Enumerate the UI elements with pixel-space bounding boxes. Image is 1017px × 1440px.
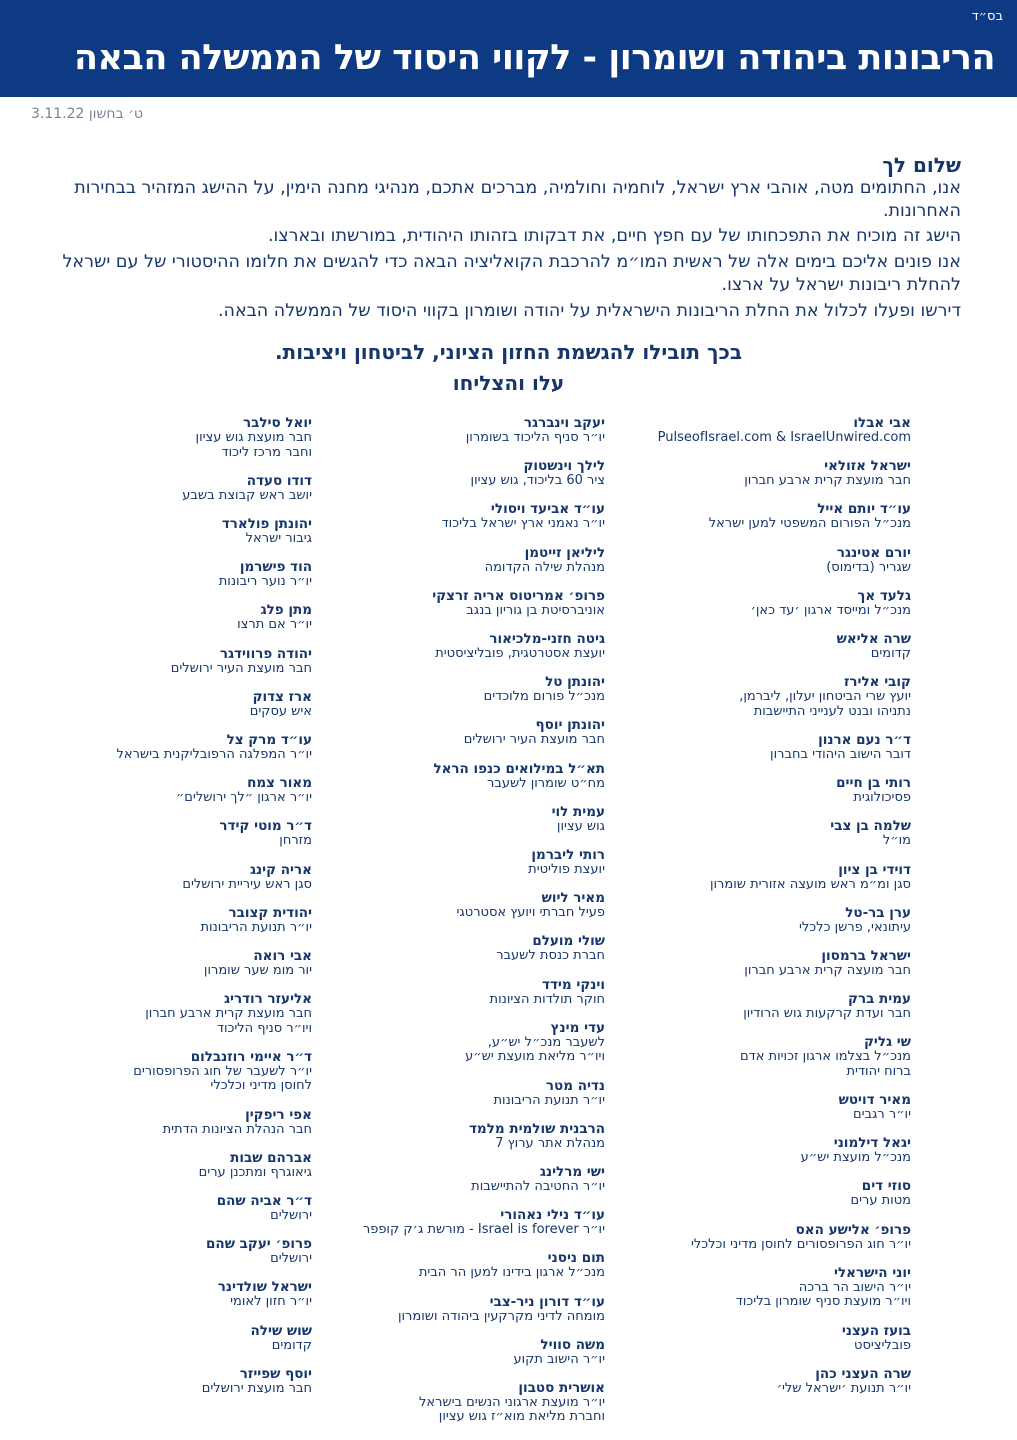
signatory-role: לחוסן מדיני וכלכלי <box>210 1078 312 1094</box>
paragraph-2: הישג זה מוכיח את התפכחותו של עם חפץ חיים, את דבקותו בזהותו היהודית, במורשתו ובארצו. <box>267 226 961 247</box>
signatory-name: ליליאן זייטמן <box>524 544 605 561</box>
signatory-name: שי גליק <box>863 1034 911 1051</box>
signatory-role: יו״ר תנועת הריבונות <box>493 1092 605 1108</box>
signatory-role: לשעבר מנכ״ל יש״ע, <box>487 1034 605 1050</box>
signatory <box>471 1165 605 1195</box>
signatory <box>464 718 605 748</box>
signatory <box>842 1324 911 1354</box>
page-header <box>0 0 1017 97</box>
signatory-role: יו״ר מועצת ארגוני הנשים בישראל <box>419 1394 605 1410</box>
signatory-role: מזרחן <box>279 833 312 849</box>
signatory-role: מנהלת אתר ערוץ 7 <box>495 1135 605 1151</box>
signatory-role: יו״ר סניף הליכוד בשומרון <box>465 430 605 445</box>
signatory <box>432 589 605 619</box>
signatory-name: יהודה פרווידגר <box>219 645 312 662</box>
closing-line: עלו והצליחו <box>452 371 565 395</box>
signatory <box>710 863 911 893</box>
signatory-name: אפי ריפקין <box>245 1106 312 1123</box>
signatory <box>145 992 312 1036</box>
signatory <box>740 1035 911 1079</box>
signatory-name: עו״ד מרק צל <box>226 731 312 748</box>
signatory <box>485 546 605 576</box>
signatory <box>163 1108 312 1138</box>
signatory <box>171 647 312 677</box>
signatory-name: יואל סילבר <box>243 415 312 431</box>
signatory <box>471 459 605 489</box>
signatory-name: יורם אטינגר <box>836 544 911 561</box>
signatory-role: חבר ועדת קרקעות גוש הרודיון <box>743 1006 911 1022</box>
signatory <box>709 502 911 532</box>
signatory-role: מח״ט שומרון לשעבר <box>487 775 605 791</box>
signatory-role: מנכ״ל מועצת יש״ע <box>800 1150 911 1166</box>
signatory-role: גיבור ישראל <box>245 530 312 546</box>
signatory-name: מאיר ליוש <box>541 890 605 907</box>
signatory-role: מומחה לדיני מקרקעין ביהודה ושומרון <box>397 1308 605 1324</box>
signatory-role: פסיכולוגית <box>853 790 911 806</box>
signatory <box>469 1122 605 1152</box>
signatory-name: נדיה מטר <box>545 1077 605 1094</box>
signatory <box>658 416 911 446</box>
signatory-role: מנכ״ל ומייסד ארגון ׳עד כאן׳ <box>750 602 911 618</box>
signatory <box>442 502 605 532</box>
signatory-role: ויו״ר מועצת סניף שומרון בליכוד <box>735 1294 911 1310</box>
signatory-role: ירושלים <box>270 1207 312 1223</box>
signatory <box>206 1237 312 1267</box>
signatory-name: פרופ׳ אלישע האס <box>795 1221 911 1238</box>
signatory-role: מטות ערים <box>850 1193 911 1209</box>
signatory <box>435 632 605 662</box>
signatory <box>739 675 911 719</box>
signatory-name: אבי רואה <box>253 947 312 964</box>
signatory-name: עו״ד יותם אייל <box>817 501 911 518</box>
letter-greeting: שלום לך <box>882 153 961 177</box>
signatory-role: יו״ר חזון לאומי <box>230 1294 312 1310</box>
signatory-name: מתן פלג <box>260 602 312 619</box>
signatory-role: יו״ר החטיבה להתיישבות <box>471 1178 605 1194</box>
signatory-name: וינקי מידד <box>542 976 605 993</box>
signatory-name: דודו סעדה <box>246 472 312 489</box>
signatory-role: וחברת מליאת מוא״ז גוש עציון <box>438 1409 605 1425</box>
signatory-role: יו״ר רגבים <box>852 1107 911 1122</box>
signatory <box>219 560 312 590</box>
signatory-role: מנהלת שילה הקדומה <box>484 559 605 575</box>
letter-date: ט׳ בחשון 3.11.22 <box>30 106 143 122</box>
signatory <box>457 891 605 921</box>
signatory-name: שרה אליאש <box>836 631 911 647</box>
signatory-name: ד״ר נעם ארנון <box>818 731 911 748</box>
signatory <box>182 474 312 504</box>
signatory <box>801 1136 911 1166</box>
signatory-name: יוני הישראלי <box>834 1264 911 1281</box>
signatory-name: עו״ד אביעד ויסולי <box>490 501 605 518</box>
signatory-role: יועצת אסטרטגית, פובליציסטית <box>435 646 605 661</box>
signatory-role: ויו״ר סניף הליכוד <box>216 1020 312 1036</box>
signatory-name: עו״ד דורון ניר-צבי <box>489 1293 605 1310</box>
signatory-role: גוש עציון <box>556 818 605 834</box>
signatory <box>176 776 312 806</box>
signatory-role: יו״ר חוג הפרופסורים לחוסן מדיני וכלכלי <box>690 1236 911 1252</box>
signatory-role: יו״ר הישוב הר ברכה <box>798 1279 911 1295</box>
signatory-role: סגן ראש עיריית ירושלים <box>182 876 312 892</box>
signatory-role: ירושלים <box>270 1251 312 1267</box>
signatory <box>363 1208 605 1238</box>
signatory-name: יהונתן טל <box>545 674 605 691</box>
signatory-role: קדומים <box>870 646 911 661</box>
signatory <box>830 819 911 849</box>
letter-body <box>56 177 961 325</box>
signatory-role: חבר מועצת קרית ארבע חברון <box>145 1006 312 1022</box>
signatory-name: דוידי בן ציון <box>838 861 911 878</box>
signatory-role: חוקר תולדות הציונות <box>489 991 605 1007</box>
signatory-name: עו״ד נילי נאהורי <box>500 1207 605 1224</box>
signatory-name: גיטה חזני-מלכיאור <box>489 631 605 647</box>
signatory-role: יועצת פוליטית <box>528 862 605 877</box>
signatory-name: עמית ברק <box>848 991 911 1008</box>
signatory <box>117 733 312 763</box>
signatory <box>839 1093 911 1123</box>
signatory-role: יו״ר Israel is forever - מורשת ג׳ק קופפר <box>362 1222 605 1238</box>
signatory <box>750 589 911 619</box>
signatory <box>770 733 911 763</box>
signatory-name: ישראל אזולאי <box>824 458 911 475</box>
signatory <box>202 1367 312 1397</box>
signatory-role: יור מומ שער שומרון <box>203 962 312 978</box>
signatory-name: אבי אבלו <box>853 415 911 431</box>
signatory-name: פרופ׳ יעקב שהם <box>206 1236 312 1253</box>
signatory <box>490 978 605 1008</box>
signatory-role: מנכ״ל הפורום המשפטי למען ישראל <box>708 516 911 532</box>
signatory-name: יעקב וינברגר <box>523 415 605 431</box>
signatory <box>182 863 312 893</box>
signatory <box>744 459 911 489</box>
signatory-name: ד״ר מוטי קידר <box>219 818 312 835</box>
signatory-name: יגאל דילמוני <box>833 1135 911 1152</box>
signatory-name: בועז העצני <box>841 1322 911 1339</box>
signatory <box>219 819 312 849</box>
signatory-role: עיתונאי, פרשן כלכלי <box>799 919 911 935</box>
signatory-name: שולי מועלם <box>532 933 605 950</box>
signatory-name: תום ניסני <box>547 1250 605 1267</box>
signatory <box>204 949 312 979</box>
signatory-role: חבר הנהלת הציונות הדתית <box>162 1121 312 1137</box>
signatory <box>743 992 911 1022</box>
signatory <box>836 776 911 806</box>
signatory <box>199 1151 312 1181</box>
signatory <box>217 1194 312 1224</box>
signatory-name: אליעזר רודריג <box>223 991 312 1008</box>
signatory <box>465 1021 605 1065</box>
signatory-role: חברת כנסת לשעבר <box>496 948 605 964</box>
signatory-name: רותי בן חיים <box>836 775 911 792</box>
signatory-role: פעיל חברתי ויועץ אסטרטגי <box>456 905 605 921</box>
signatory <box>466 416 605 446</box>
signatory-name: יהונתן פולארד <box>221 515 312 532</box>
signatory <box>201 906 313 936</box>
signatory-name: גלעד אך <box>857 587 911 604</box>
signatory-role: סגן ומ״מ ראש מועצה אזורית שומרון <box>709 876 911 892</box>
signatory-role: אוניברסיטת בן גוריון בנגב <box>466 602 605 618</box>
signatory-role: וחבר מרכז ליכוד <box>221 444 312 460</box>
signatory-name: עמית לוי <box>551 803 605 820</box>
signatory <box>419 1381 605 1425</box>
signatory <box>419 1251 605 1281</box>
signatory <box>799 906 911 936</box>
signatory-role: דובר הישוב היהודי בחברון <box>770 746 911 762</box>
signatory-name: אריה קינג <box>250 861 312 878</box>
signatory-name: קובי אלירז <box>844 674 911 691</box>
signatory <box>133 1050 312 1094</box>
signatory-name: ארז צדוק <box>252 688 312 705</box>
signatory <box>196 416 312 460</box>
signatory <box>398 1295 605 1325</box>
signatory-role: חבר מועצת העיר ירושלים <box>170 660 312 676</box>
signatory-role: PulseofIsrael.com & IsraelUnwired.com <box>657 430 911 445</box>
signatory-role: יו״ר נוער ריבונות <box>218 574 312 590</box>
signatory <box>851 1179 912 1209</box>
signatory-name: הוד פישרמן <box>239 559 312 576</box>
signatory-role: פובליציסט <box>854 1337 911 1353</box>
signatory-name: אברהם שבות <box>230 1149 312 1166</box>
signatory <box>744 949 911 979</box>
signatory <box>777 1367 911 1397</box>
signatory-name: שלמה בן צבי <box>830 818 911 835</box>
signatory <box>528 848 605 878</box>
signatory-role: מנכ״ל בצלמו ארגון זכויות אדם <box>740 1049 911 1065</box>
paragraph-1: אנו, החתומים מטה, אוהבי ארץ ישראל, לוחמיה וחולמיה, מברכים אתכם, מנהיגי מחנה הימין, על ההישג המזהיר בבחירות האחרונות. <box>74 178 961 221</box>
signatory-name: יהונתן יוסף <box>535 717 605 734</box>
signatory-role: ויו״ר מליאת מועצת יש״ע <box>465 1049 605 1065</box>
signatory-name: שרה העצני כהן <box>815 1365 911 1382</box>
signatory <box>222 517 312 547</box>
signatory <box>691 1223 911 1253</box>
signatory-role: יושב ראש קבוצת בשבע <box>182 487 312 503</box>
signatory-role: יו״ר לשעבר של חוג הפרופסורים <box>133 1063 312 1079</box>
signatory-name: ישראל ברמסון <box>821 947 911 964</box>
paragraph-4: דירשו ופעלו לכלול את החלת הריבונות הישראלית על יהודה ושומרון בקווי היסוד של הממשלה הבאה. <box>217 300 961 321</box>
signatory-name: מאור צמח <box>247 775 312 792</box>
signatory-name: הרבנית שולמית מלמד <box>469 1120 605 1137</box>
signatory-role: יועץ שרי הביטחון יעלון, ליברמן, <box>739 689 911 705</box>
signatory-role: ברוח יהודית <box>846 1063 911 1079</box>
signatory <box>218 1280 312 1310</box>
signatory <box>837 632 911 662</box>
signatory-name: ישי מרלינג <box>539 1163 605 1180</box>
signatory <box>496 934 605 964</box>
signatory-role: איש עסקים <box>249 703 312 719</box>
signatory-name: לילך וינשטוק <box>523 458 605 475</box>
signatory <box>237 603 312 633</box>
signatory <box>552 805 605 835</box>
signatory-name: רותי ליברמן <box>531 847 605 863</box>
signatory <box>484 675 605 705</box>
signatory-role: יו״ר ארגון ״לך ירושלים״ <box>175 790 312 806</box>
page-title: הריבונות ביהודה ושומרון - לקווי היסוד של הממשלה הבאה <box>74 38 995 78</box>
slogan-line: בכך תובילו להגשמת החזון הציוני, לביטחון ויציבות. <box>274 340 743 364</box>
signatory-role: יו״ר הישוב תקוע <box>513 1351 605 1367</box>
signatory-role: יו״ר תנועת הריבונות <box>200 919 312 935</box>
signatory-name: ד״ר אביה שהם <box>216 1192 312 1209</box>
signatory-role: ציר 60 בליכוד, גוש עציון <box>470 473 605 489</box>
signatory-role: יו״ר המפלגה הרפובליקנית בישראל <box>116 746 312 762</box>
signatory-name: ד״ר איימי רוזנבלום <box>190 1048 312 1065</box>
signatory-role: יו״ר אם תרצו <box>237 617 312 633</box>
signatory-role: מנכ״ל פורום מלוכדים <box>483 689 605 705</box>
signatory-name: יוסף שפייזר <box>239 1365 312 1382</box>
signatory-role: חבר מועצת קרית ארבע חברון <box>744 473 911 489</box>
signatory <box>433 762 605 792</box>
bsd-mark: בס״ד <box>971 9 1003 24</box>
signatory-role: חבר מועצת ירושלים <box>201 1380 312 1396</box>
signatory-name: ישראל שולדינר <box>217 1279 312 1296</box>
signatory <box>513 1338 605 1368</box>
paragraph-3: אנו פונים אליכם בימים אלה של ראשית המו״מ להרכבת הקואליציה הבאה כדי להגשים את חלומו ההיסטורי של עם ישראל להחלת ריבונות ישראל על ארצו. <box>62 252 961 295</box>
signatory-name: יהודית קצובר <box>228 904 312 921</box>
signatory-role: יו״ר נאמני ארץ ישראל בליכוד <box>441 516 605 532</box>
signatory-name: פרופ׳ אמריטוס אריה זרצקי <box>432 587 605 604</box>
signatory-role: יו״ר תנועת ׳ישראל שלי׳ <box>776 1380 911 1396</box>
signatory-role: קדומים <box>271 1337 312 1353</box>
signatory-role: גיאוגרף ומתכנן ערים <box>198 1164 312 1180</box>
signatory-role: חבר מועצת גוש עציון <box>195 430 312 445</box>
signatory <box>251 1324 312 1354</box>
signatory-role: חבר מועצת העיר ירושלים <box>463 732 605 748</box>
signatory <box>826 546 911 576</box>
signatory-role: נתניהו ובנט לענייני התיישבות <box>753 703 911 719</box>
signatory-role: מו״ל <box>882 833 911 849</box>
signatory-name: ערן בר-טל <box>845 904 911 921</box>
signatory-name: אושרית סטבון <box>518 1379 605 1396</box>
signatory <box>494 1079 606 1109</box>
signatory-role: מנכ״ל ארגון בידינו למען הר הבית <box>418 1265 605 1281</box>
signatory-role: שגריר (בדימוס) <box>826 559 911 575</box>
signatory-name: מאיר דויטש <box>838 1092 911 1108</box>
signatory-role: חבר מועצה קרית ארבע חברון <box>744 962 911 978</box>
signatory-name: תא״ל במילואים כנפו הראל <box>433 760 605 777</box>
signatory-name: עדי מינץ <box>550 1019 605 1036</box>
signatory-name: סוזי דים <box>861 1178 911 1195</box>
signatory <box>250 690 312 720</box>
signatory-name: שוש שילה <box>250 1322 312 1339</box>
signatory-name: משה סוויל <box>540 1336 605 1353</box>
signatory <box>736 1266 911 1310</box>
